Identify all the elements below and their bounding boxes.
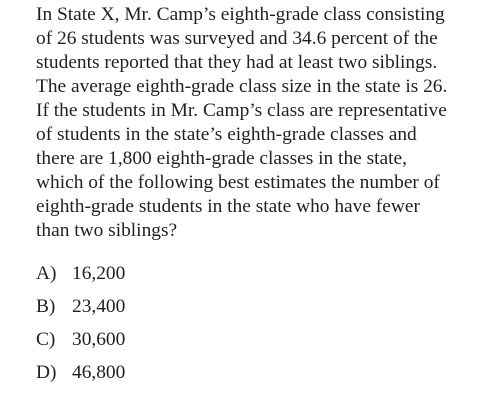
answer-choices <box>36 257 479 389</box>
question-line: which of the following best estimates the number of <box>36 172 440 193</box>
choice-letter: D) <box>36 361 57 383</box>
question-line: there are 1,800 eighth-grade classes in the state, <box>36 148 407 169</box>
choice-a[interactable] <box>36 257 479 290</box>
question-line: The average eighth-grade class size in the state is 26. <box>36 76 448 97</box>
choice-value: 23,400 <box>72 295 126 317</box>
question-line: of 26 students was surveyed and 34.6 percent of the <box>36 28 438 49</box>
choice-d[interactable] <box>36 356 479 389</box>
choice-value: 46,800 <box>72 361 126 383</box>
choice-letter: B) <box>36 295 56 317</box>
question-line: of students in the state’s eighth-grade classes and <box>36 124 417 145</box>
choice-letter: C) <box>36 328 56 350</box>
question-line: than two siblings? <box>36 220 178 241</box>
question-line: If the students in Mr. Camp’s class are representative <box>36 100 447 121</box>
question-line: In State X, Mr. Camp’s eighth-grade class consisting <box>36 4 445 25</box>
choice-c[interactable] <box>36 323 479 356</box>
choice-b[interactable] <box>36 290 479 323</box>
choice-value: 30,600 <box>72 328 126 350</box>
choice-letter: A) <box>36 262 57 284</box>
choice-value: 16,200 <box>72 262 126 284</box>
question-line: eighth-grade students in the state who have fewer <box>36 196 420 217</box>
question-line: students reported that they had at least two siblings. <box>36 52 438 73</box>
question-text <box>36 3 479 243</box>
